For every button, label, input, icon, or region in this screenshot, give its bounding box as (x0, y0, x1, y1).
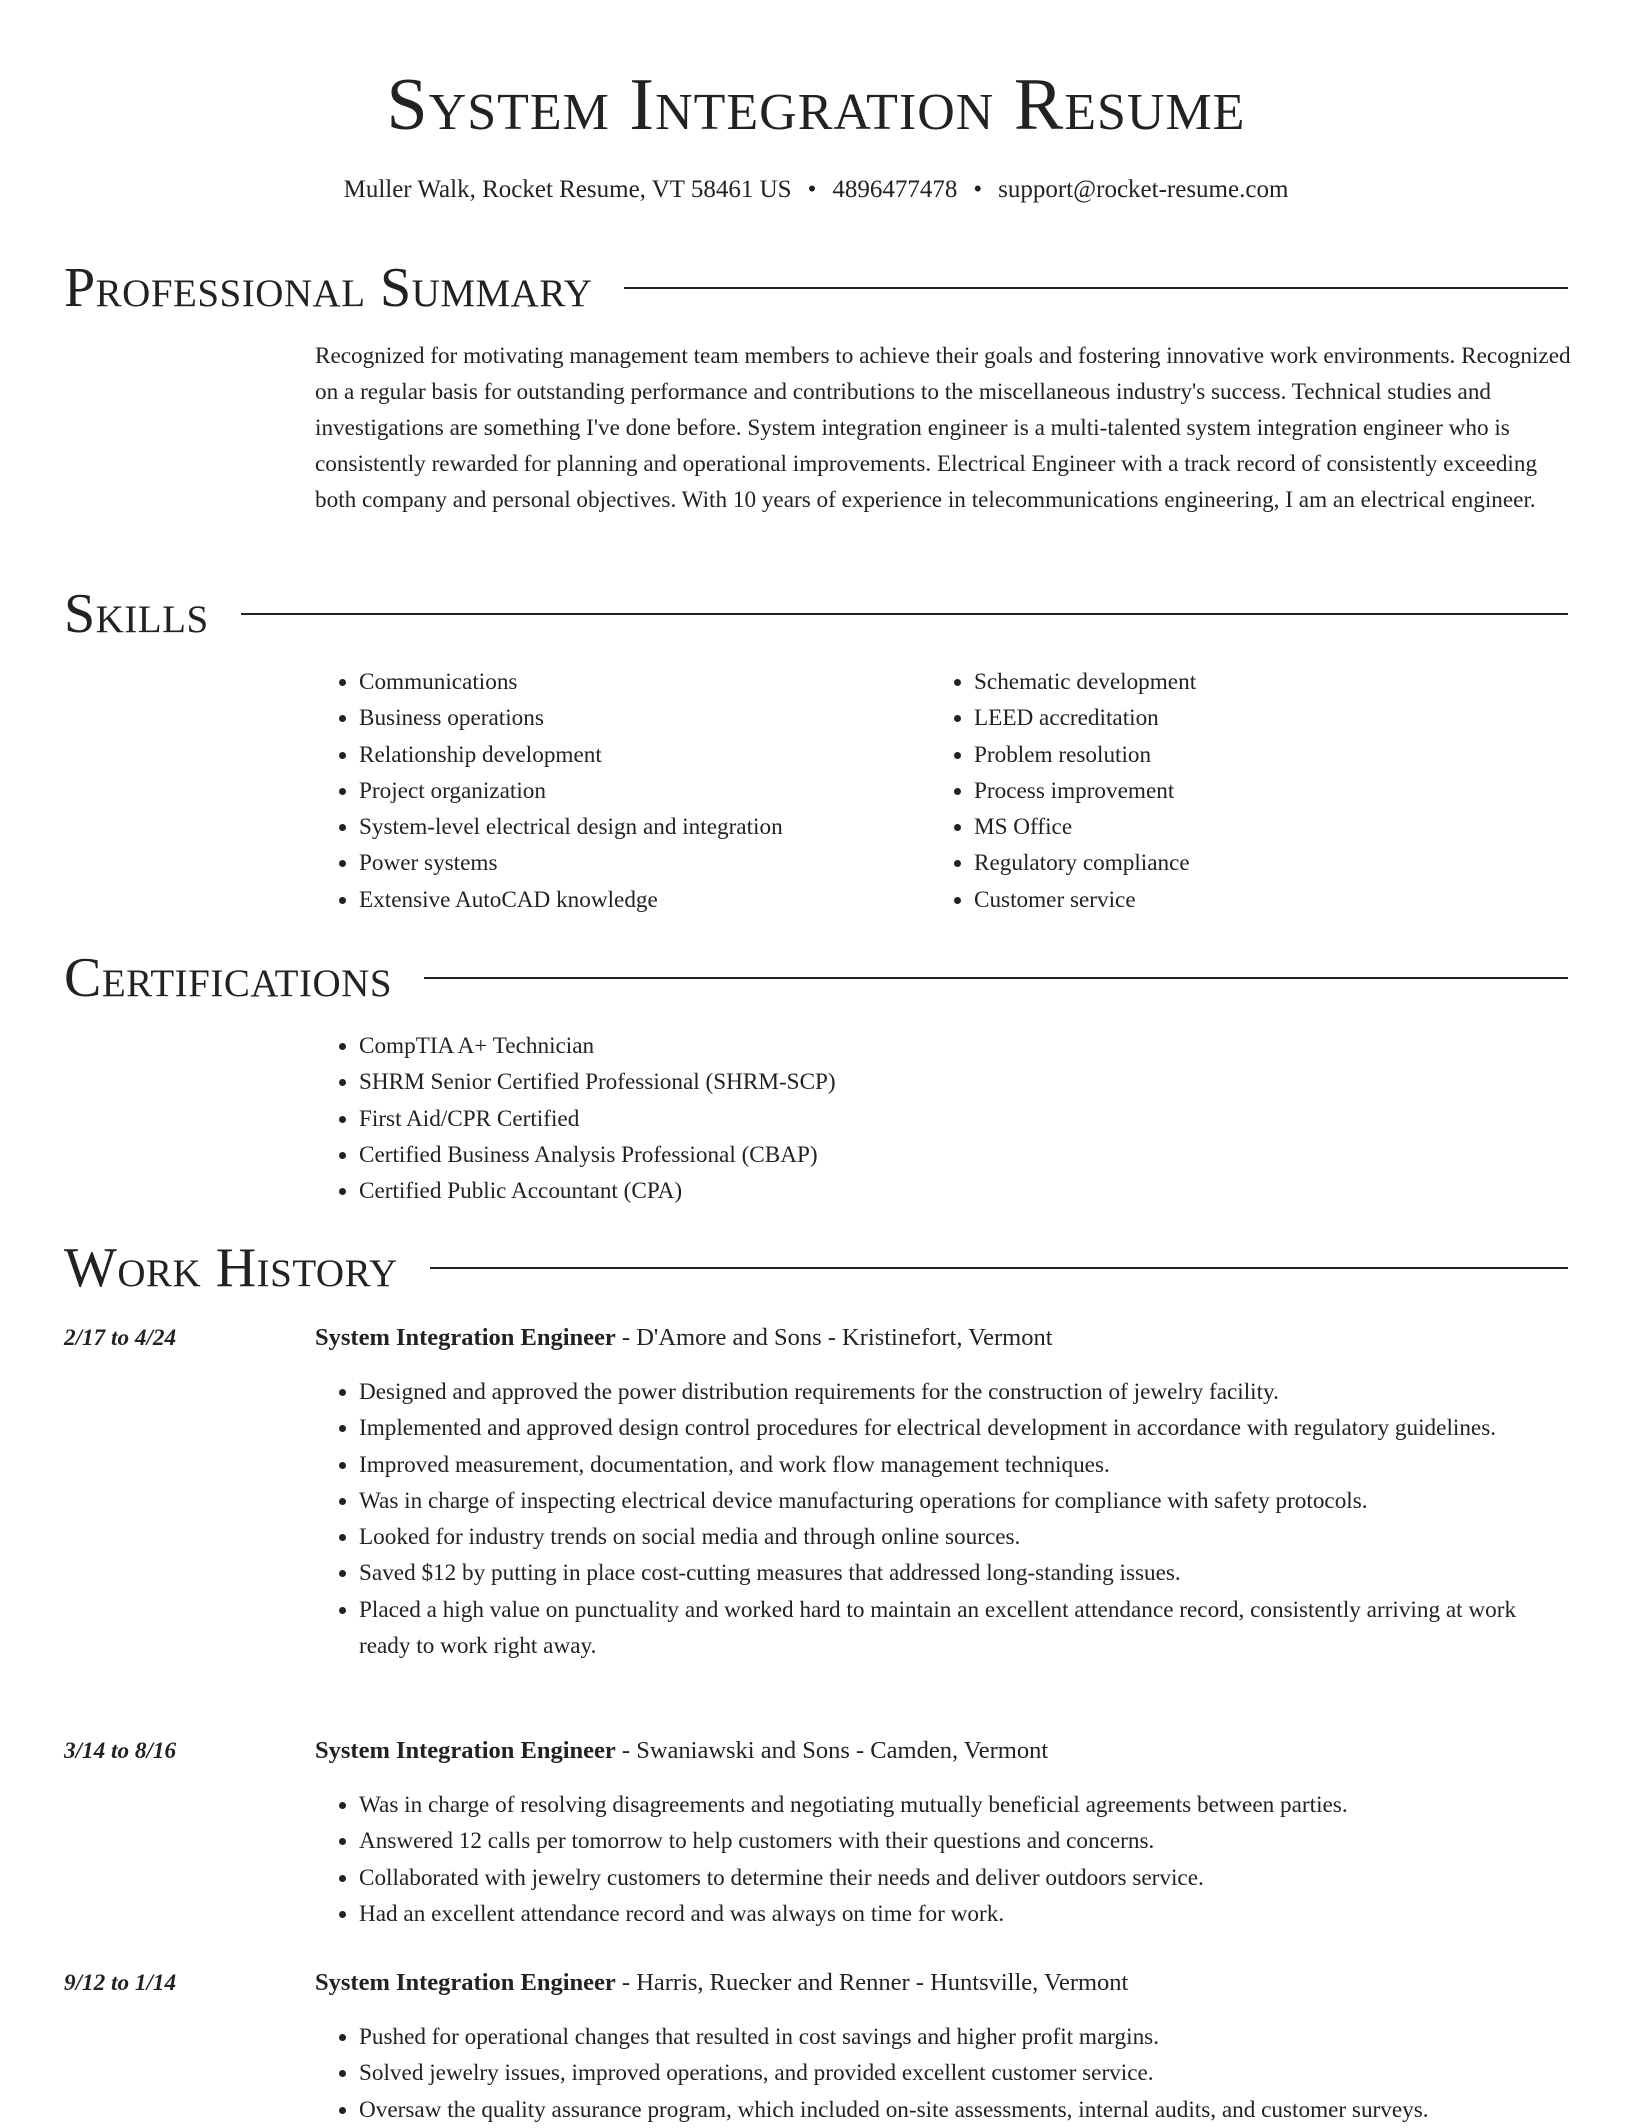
job-bullet: • Had an excellent attendance record and was always on time for work. (359, 1896, 1568, 1932)
job-bullets (315, 1374, 1568, 1664)
certifications-heading: Certifications (64, 947, 393, 1009)
job-title: System Integration Engineer (315, 1324, 616, 1351)
skill-item: • Relationship development (359, 737, 915, 773)
summary-section-heading (64, 256, 1568, 320)
job-bullet: • Placed a high value on punctuality and worked hard to maintain an excellent attendance record, consistently arriving at work ready to work right away. (359, 1592, 1568, 1665)
resume-title: System Integration Resume (386, 64, 1246, 146)
skills-column-right (930, 664, 1530, 918)
certification-item: • CompTIA A+ Technician (359, 1028, 1515, 1064)
job-bullet: • Saved $12 by putting in place cost-cutting measures that addressed long-standing issues. (359, 1555, 1568, 1591)
summary-heading: Professional Summary (64, 257, 593, 319)
job-header (315, 1320, 1053, 1356)
skill-item: • Schematic development (974, 664, 1530, 700)
certification-item: • Certified Business Analysis Professional (CBAP) (359, 1137, 1515, 1173)
job-title: System Integration Engineer (315, 1969, 616, 1996)
job-employer: - Swaniawski and Sons - Camden, Vermont (615, 1737, 1049, 1764)
skills-heading: Skills (64, 583, 209, 645)
contact-separator: • (973, 176, 983, 203)
job-bullet: • Looked for industry trends on social media and through online sources. (359, 1519, 1568, 1555)
skill-item: • Communications (359, 664, 915, 700)
job-bullet: • Was in charge of resolving disagreements and negotiating mutually beneficial agreements between parties. (359, 1787, 1568, 1823)
contact-email: support@rocket-resume.com (998, 176, 1289, 203)
job-bullet: • Pushed for operational changes that resulted in cost savings and higher profit margins. (359, 2019, 1568, 2055)
skill-item: • Regulatory compliance (974, 845, 1530, 881)
job-employer: - Harris, Ruecker and Renner - Huntsville, Vermont (615, 1969, 1129, 1996)
summary-text: Recognized for motivating management team members to achieve their goals and fostering innovative work environments. Recognized on a regular basis for outstanding performance and contributions to the miscellaneous industry's success. Technical studies and investigations are something I've done before. System integration engineer is a multi-talented system integration engineer who is consistently rewarded for planning and operational improvements. Electrical Engineer with a track record of consistently exceeding both company and personal objectives. With 10 years of experience in telecommunications engineering, I am an electrical engineer. (315, 343, 1571, 513)
certification-item: • First Aid/CPR Certified (359, 1101, 1515, 1137)
job-header (315, 1965, 1128, 2001)
skill-item: • Customer service (974, 882, 1530, 918)
job-dates: 2/17 to 4/24 (64, 1325, 177, 1351)
skill-item: • Problem resolution (974, 737, 1530, 773)
job-dates: 9/12 to 1/14 (64, 1970, 177, 1996)
job-title: System Integration Engineer (315, 1737, 616, 1764)
work-history-section-heading (64, 1236, 1568, 1300)
job-bullet: • Designed and approved the power distribution requirements for the construction of jewelry facility. (359, 1374, 1568, 1410)
job-bullet: • Was in charge of inspecting electrical device manufacturing operations for compliance with safety protocols. (359, 1483, 1568, 1519)
job-bullets (315, 1787, 1568, 1932)
section-divider (430, 1267, 1568, 1269)
certifications-list (315, 1028, 1515, 1209)
certifications-section-heading (64, 946, 1568, 1010)
job-bullet: • Answered 12 calls per tomorrow to help customers with their questions and concerns. (359, 1823, 1568, 1859)
skills-column-left (315, 664, 915, 918)
job-employer: - D'Amore and Sons - Kristinefort, Vermont (615, 1324, 1053, 1351)
certification-item: • SHRM Senior Certified Professional (SHRM-SCP) (359, 1064, 1515, 1100)
skill-item: • Project organization (359, 773, 915, 809)
skill-item: • Extensive AutoCAD knowledge (359, 882, 915, 918)
skill-item: • Power systems (359, 845, 915, 881)
job-bullet: • Improved measurement, documentation, and work flow management techniques. (359, 1447, 1568, 1483)
skills-section-heading (64, 582, 1568, 646)
job-bullet: • Collaborated with jewelry customers to determine their needs and deliver outdoors service. (359, 1860, 1568, 1896)
section-divider (424, 977, 1568, 979)
contact-address: Muller Walk, Rocket Resume, VT 58461 US (343, 176, 792, 203)
work-history-heading: Work History (64, 1237, 398, 1299)
section-divider (241, 613, 1568, 615)
job-bullet: • Solved jewelry issues, improved operations, and provided excellent customer service. (359, 2055, 1568, 2091)
job-bullet: • Oversaw the quality assurance program, which included on-site assessments, internal audits, and customer surveys. (359, 2092, 1568, 2128)
contact-line (0, 172, 1632, 208)
skill-item: • Process improvement (974, 773, 1530, 809)
section-divider (624, 287, 1568, 289)
skill-item: • LEED accreditation (974, 700, 1530, 736)
certification-item: • Certified Public Accountant (CPA) (359, 1173, 1515, 1209)
job-dates: 3/14 to 8/16 (64, 1738, 177, 1764)
skill-item: • Business operations (359, 700, 915, 736)
contact-phone: 4896477478 (832, 176, 958, 203)
skill-item: • MS Office (974, 809, 1530, 845)
job-header (315, 1733, 1048, 1769)
skill-item: • System-level electrical design and integration (359, 809, 915, 845)
contact-separator: • (807, 176, 817, 203)
job-bullet: • Implemented and approved design control procedures for electrical development in accordance with regulatory guidelines. (359, 1410, 1568, 1446)
